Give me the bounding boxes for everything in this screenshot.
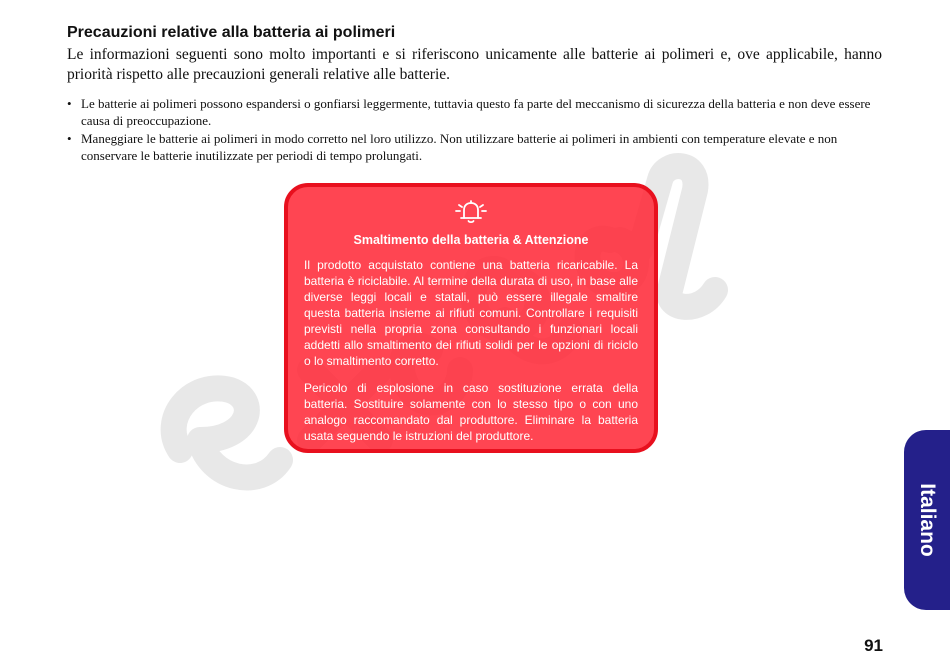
- bullet-icon: •: [67, 96, 72, 111]
- page-number: 91: [864, 636, 883, 655]
- warning-paragraph-explosion: Pericolo di esplosione in caso sostituzione errata della batteria. Sostituire solamente con lo stesso tipo o con uno analogo raccomandato dal produttore. Eliminare la batteria usata seguendo le istruzioni del produttore.: [304, 381, 638, 443]
- warning-paragraph-disposal: Il prodotto acquistato contiene una batteria ricaricabile. La batteria è riciclabile. Al termine della durata di uso, in base alle diverse leggi locali e statali, può essere illegale smaltire questa batteria insieme ai rifiuti comuni. Controllare i requisiti previsti nella propria zona consultando i funzionari locali addetti allo smaltimento dei rifiuti solidi per le opzioni di riciclo o lo smaltimento corretto.: [304, 258, 638, 368]
- language-tab-label: Italiano: [916, 483, 940, 557]
- bullet-icon: •: [67, 131, 72, 146]
- list-item-text: Le batterie ai polimeri possono espandersi o gonfiarsi leggermente, tuttavia questo fa parte del meccanismo di sicurezza della batteria e non deve essere causa di preoccupazione.: [81, 96, 871, 128]
- section-title: Precauzioni relative alla batteria ai polimeri: [67, 24, 396, 41]
- list-item: [67, 130, 882, 164]
- alarm-bell-icon: [453, 197, 489, 225]
- list-item: [67, 95, 882, 129]
- list-item-text: Maneggiare le batterie ai polimeri in modo corretto nel loro utilizzo. Non utilizzare batterie ai polimeri in ambienti con temperature elevate e non conservare le batterie inutilizzate per periodi di tempo prolungati.: [81, 131, 838, 163]
- precautions-list: [67, 95, 882, 165]
- intro-paragraph: Le informazioni seguenti sono molto importanti e si riferiscono unicamente alle batterie ai polimeri e, ove applicabile, hanno priorità rispetto alle precauzioni generali relative alle batterie.: [67, 46, 882, 83]
- language-tab-label-wrap: [904, 430, 950, 610]
- battery-warning-box: [284, 183, 658, 453]
- warning-title: Smaltimento della batteria & Attenzione: [353, 233, 589, 247]
